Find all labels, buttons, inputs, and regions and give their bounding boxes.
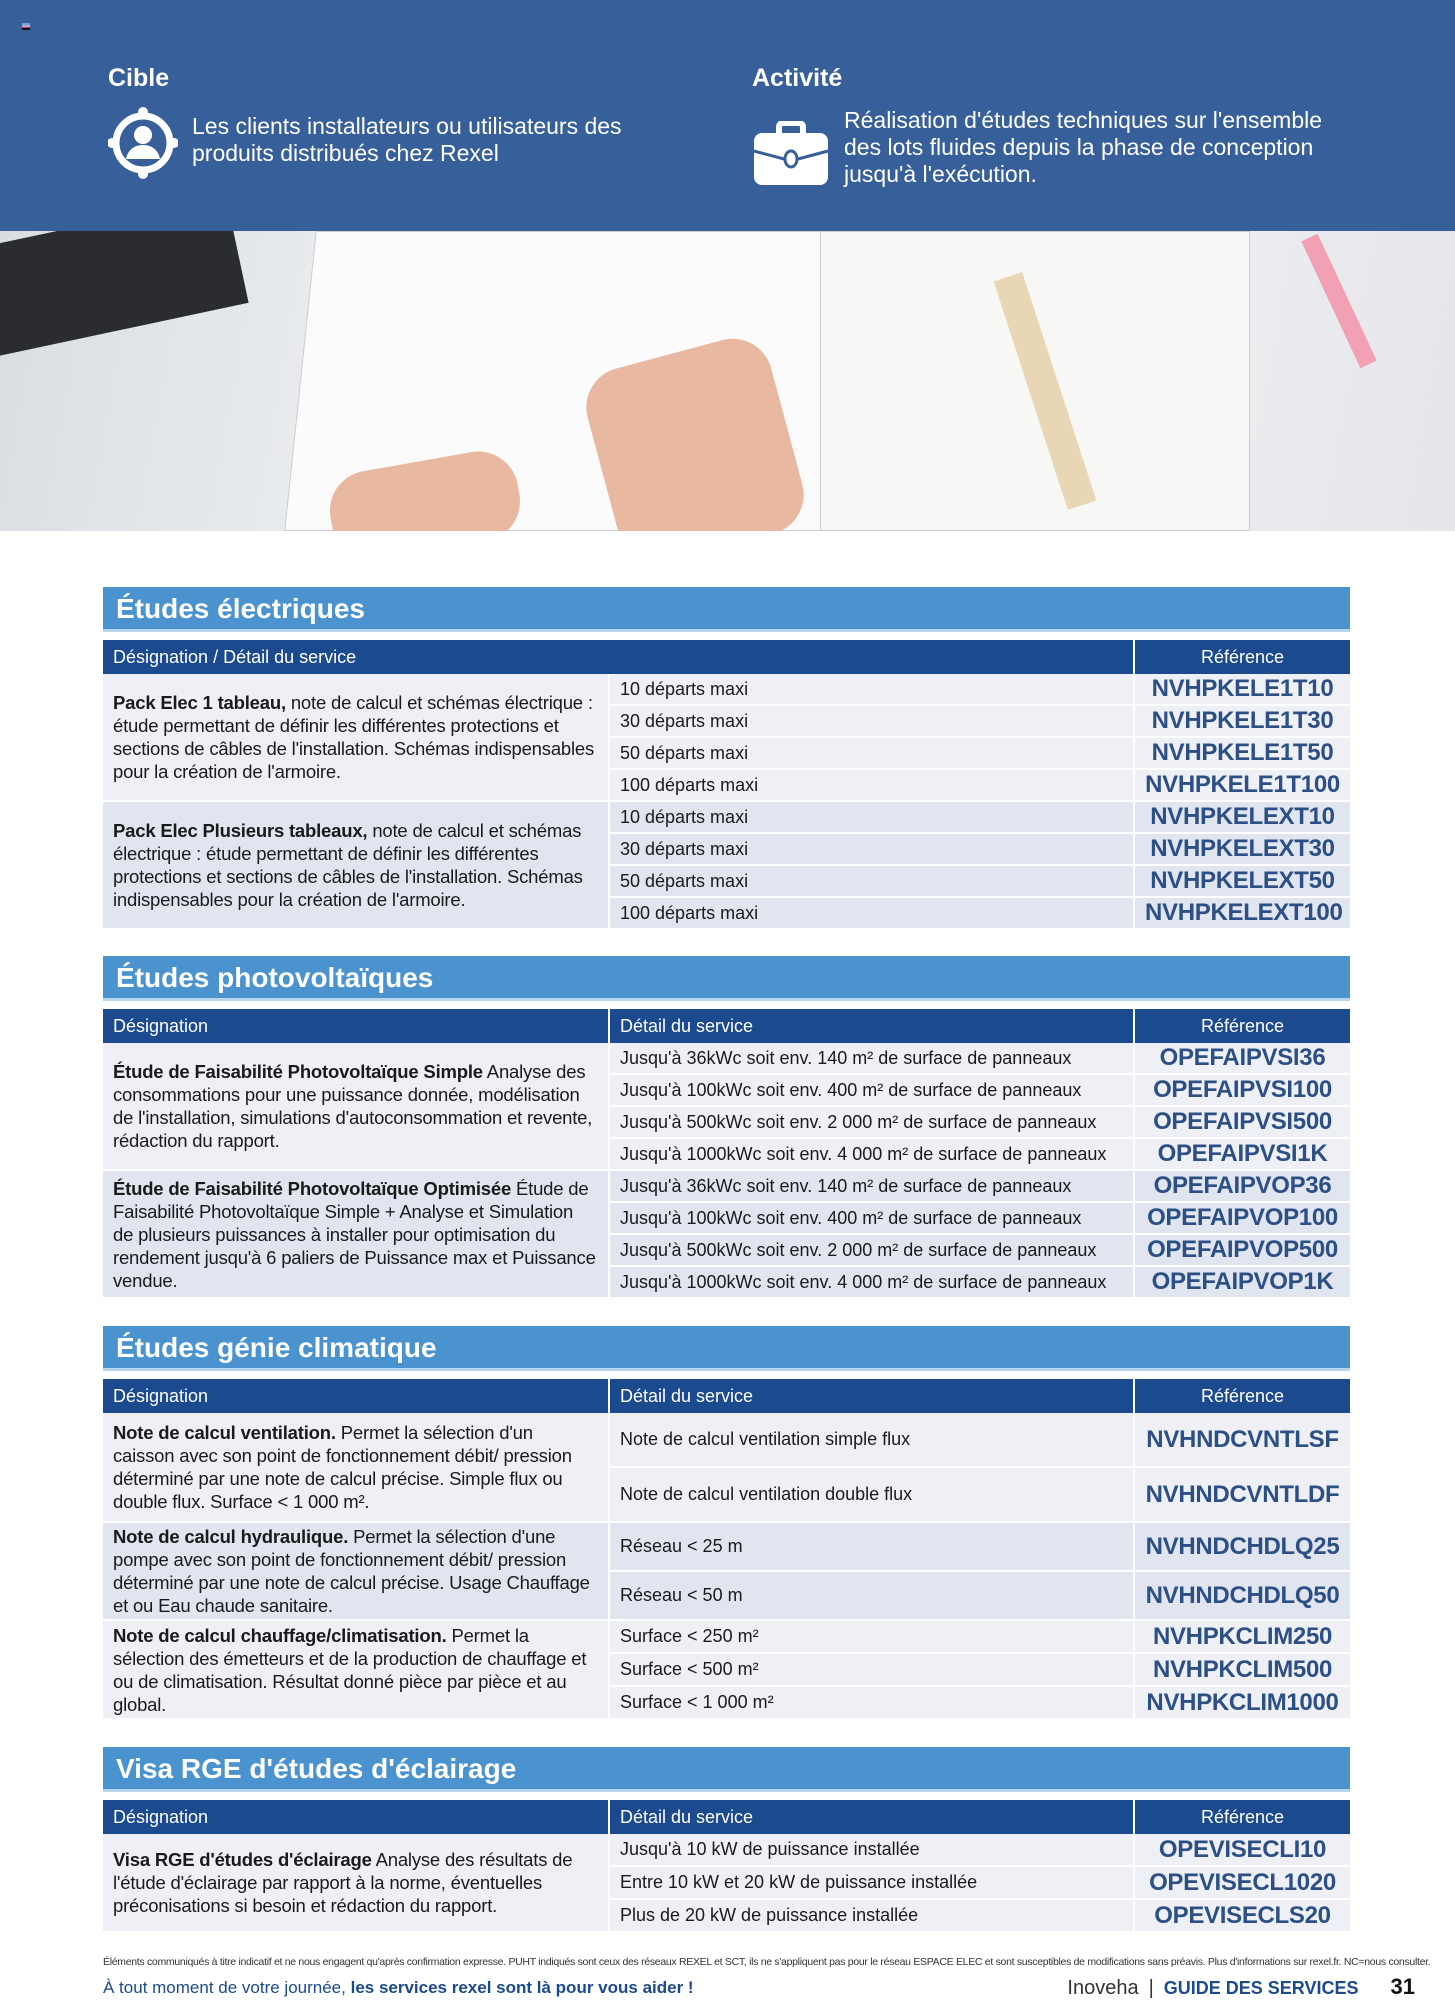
table-row — [103, 674, 1350, 706]
reference-cell: NVHPKCLIM250 — [1135, 1621, 1350, 1654]
reference-cell: OPEFAIPVOP1K — [1135, 1267, 1350, 1299]
designation-description: note de calcul et schémas électrique : étude permettant de définir les différentes protections et sections de câbles de l'installation. Schémas indispensables pour la création de l'armoire. — [113, 692, 595, 782]
table-header-row — [103, 640, 1350, 674]
reference-cell: OPEVISECLS20 — [1135, 1900, 1350, 1933]
designation-cell — [103, 1834, 610, 1933]
detail-cell: Jusqu'à 36kWc soit env. 140 m² de surface de panneaux — [610, 1043, 1135, 1075]
table-row — [103, 1523, 1350, 1572]
detail-cell: 50 départs maxi — [610, 866, 1135, 898]
detail-cell: Plus de 20 kW de puissance installée — [610, 1900, 1135, 1933]
column-header: Référence — [1135, 1800, 1350, 1834]
hero-photo-blueprints — [0, 231, 1455, 531]
detail-cell: Surface < 1 000 m² — [610, 1687, 1135, 1720]
detail-cell: Jusqu'à 36kWc soit env. 140 m² de surface de panneaux — [610, 1171, 1135, 1203]
detail-cell: 100 départs maxi — [610, 898, 1135, 930]
detail-cell: Jusqu'à 1000kWc soit env. 4 000 m² de surface de panneaux — [610, 1267, 1135, 1299]
section-3 — [103, 1747, 1350, 1933]
detail-cell: 10 départs maxi — [610, 674, 1135, 706]
cible-block — [108, 64, 642, 184]
column-header: Désignation — [103, 1379, 610, 1413]
designation-description: Permet la sélection des émetteurs et de la production de chauffage et ou de climatisation. Résultat donné pièce par pièce et au global. — [113, 1624, 587, 1715]
reference-cell: OPEFAIPVOP36 — [1135, 1171, 1350, 1203]
detail-cell: 10 départs maxi — [610, 802, 1135, 834]
reference-cell: NVHPKELE1T10 — [1135, 674, 1350, 706]
activite-text: Réalisation d'études techniques sur l'ensemble des lots fluides depuis la phase de conception jusqu'à l'exécution. — [844, 107, 1323, 187]
detail-cell: Jusqu'à 100kWc soit env. 400 m² de surface de panneaux — [610, 1075, 1135, 1107]
reference-cell: NVHPKELE1T100 — [1135, 770, 1350, 802]
header-band — [0, 0, 1455, 231]
reference-cell: NVHPKELEXT10 — [1135, 802, 1350, 834]
reference-cell: OPEFAIPVSI36 — [1135, 1043, 1350, 1075]
reference-cell: OPEFAIPVSI1K — [1135, 1139, 1350, 1171]
column-header: Détail du service — [610, 1379, 1135, 1413]
designation-title: Visa RGE d'études d'éclairage — [113, 1849, 372, 1870]
reference-cell: NVHPKCLIM1000 — [1135, 1687, 1350, 1720]
activite-title: Activité — [752, 64, 843, 92]
table-row — [103, 1171, 1350, 1203]
section-2 — [103, 1326, 1350, 1720]
detail-cell: Jusqu'à 1000kWc soit env. 4 000 m² de surface de panneaux — [610, 1139, 1135, 1171]
table-header-row — [103, 1009, 1350, 1043]
detail-cell: Jusqu'à 500kWc soit env. 2 000 m² de surface de panneaux — [610, 1107, 1135, 1139]
section-title: Études génie climatique — [103, 1326, 1350, 1371]
footer-tagline — [103, 1978, 694, 1998]
designation-title: Note de calcul hydraulique. — [113, 1526, 349, 1547]
table-row — [103, 802, 1350, 834]
detail-cell: Note de calcul ventilation double flux — [610, 1468, 1135, 1523]
section-title: Visa RGE d'études d'éclairage — [103, 1747, 1350, 1792]
reference-cell: OPEFAIPVSI500 — [1135, 1107, 1350, 1139]
reference-cell: OPEFAIPVOP500 — [1135, 1235, 1350, 1267]
detail-cell: 30 départs maxi — [610, 706, 1135, 738]
detail-cell: Jusqu'à 500kWc soit env. 2 000 m² de surface de panneaux — [610, 1235, 1135, 1267]
designation-cell — [103, 1621, 610, 1720]
detail-cell: 100 départs maxi — [610, 770, 1135, 802]
column-header: Détail du service — [610, 1009, 1135, 1043]
section-0 — [103, 587, 1350, 930]
designation-title: Note de calcul chauffage/climatisation. — [113, 1624, 447, 1646]
detail-cell: Surface < 250 m² — [610, 1621, 1135, 1654]
reference-cell: OPEFAIPVSI100 — [1135, 1075, 1350, 1107]
table-row — [103, 1621, 1350, 1654]
detail-cell: 30 départs maxi — [610, 834, 1135, 866]
detail-cell: Réseau < 25 m — [610, 1523, 1135, 1572]
reference-cell: NVHPKCLIM500 — [1135, 1654, 1350, 1687]
color-marker-icon — [22, 23, 30, 30]
tagline-text: À tout moment de votre journée, — [103, 1978, 351, 1997]
target-user-icon — [108, 107, 178, 184]
designation-title: Note de calcul ventilation. — [113, 1422, 336, 1443]
services-table — [103, 640, 1350, 930]
section-1 — [103, 956, 1350, 1299]
detail-cell: Réseau < 50 m — [610, 1572, 1135, 1621]
designation-cell — [103, 1413, 610, 1523]
designation-title: Pack Elec Plusieurs tableaux, — [113, 820, 368, 841]
briefcase-icon — [752, 121, 830, 192]
column-header: Désignation — [103, 1800, 610, 1834]
designation-description: Permet la sélection d'un caisson avec son point de fonctionnement débit/ pression déterminé par une note de calcul précise. Simple flux ou double flux. Surface < 1 000 m². — [113, 1422, 572, 1512]
reference-cell: NVHNDCHDLQ25 — [1135, 1523, 1350, 1572]
designation-title: Pack Elec 1 tableau, — [113, 692, 286, 713]
services-table — [103, 1800, 1350, 1933]
designation-cell — [103, 674, 610, 802]
column-header: Désignation — [103, 1009, 610, 1043]
section-title: Études photovoltaïques — [103, 956, 1350, 1001]
cible-title: Cible — [108, 64, 170, 92]
table-row — [103, 1413, 1350, 1468]
reference-cell: NVHPKELE1T50 — [1135, 738, 1350, 770]
table-row — [103, 1043, 1350, 1075]
designation-cell — [103, 1523, 610, 1621]
designation-cell — [103, 1171, 610, 1299]
detail-cell: 50 départs maxi — [610, 738, 1135, 770]
page-number: 31 — [1390, 1974, 1415, 1999]
column-header: Référence — [1135, 1009, 1350, 1043]
designation-description: Analyse des résultats de l'étude d'éclairage par rapport à la norme, éventuelles préconisations si besoin et rédaction du rapport. — [113, 1849, 573, 1916]
reference-cell: NVHPKELEXT30 — [1135, 834, 1350, 866]
designation-description: Étude de Faisabilité Photovoltaïque Simple + Analyse et Simulation de plusieurs puissances à installer pour optimisation du rendement jusqu'à 6 paliers de Puissance max et Puissance vendue. — [113, 1177, 596, 1291]
reference-cell: NVHPKELE1T30 — [1135, 706, 1350, 738]
detail-cell: Surface < 500 m² — [610, 1654, 1135, 1687]
section-title: Études électriques — [103, 587, 1350, 632]
keyboard-image — [0, 231, 249, 357]
designation-description: Analyse des consommations pour une puissance donnée, modélisation de l'installation, simulations d'autoconsommation et revente, rédaction du rapport. — [113, 1061, 593, 1151]
designation-title: Étude de Faisabilité Photovoltaïque Simple — [113, 1061, 483, 1082]
reference-cell: NVHNDCVNTLSF — [1135, 1413, 1350, 1468]
services-table — [103, 1009, 1350, 1299]
reference-cell: NVHPKELEXT100 — [1135, 898, 1350, 930]
detail-cell: Note de calcul ventilation simple flux — [610, 1413, 1135, 1468]
reference-cell: NVHNDCVNTLDF — [1135, 1468, 1350, 1523]
brand-name: Inoveha — [1067, 1977, 1139, 1999]
disclaimer-note: Éléments communiqués à titre indicatif et ne nous engagent qu'après confirmation expresse. PUHT indiqués sont ceux des réseaux REXEL et SCT, ils ne s'appliquent pas pour le réseau ESPACE ELEC et sont susceptibles de modifications sans préavis. Plus d'informations sur rexel.fr. NC=nous consulter. — [103, 1956, 1431, 1968]
reference-cell: NVHPKELEXT50 — [1135, 866, 1350, 898]
column-header: Détail du service — [610, 1800, 1135, 1834]
table-header-row — [103, 1379, 1350, 1413]
reference-cell: OPEVISECLI10 — [1135, 1834, 1350, 1867]
table-header-row — [103, 1800, 1350, 1834]
column-header: Référence — [1135, 1379, 1350, 1413]
guide-title: GUIDE DES SERVICES — [1163, 1978, 1359, 1998]
designation-cell — [103, 802, 610, 930]
footer-brand — [1067, 1974, 1415, 2000]
reference-cell: NVHNDCHDLQ50 — [1135, 1572, 1350, 1621]
column-header-reference: Référence — [1135, 640, 1350, 674]
brand-separator: | — [1148, 1977, 1154, 1999]
column-header: Désignation / Détail du service — [103, 640, 1135, 674]
table-row — [103, 1834, 1350, 1867]
pencil-image — [1301, 234, 1376, 368]
detail-cell: Jusqu'à 10 kW de puissance installée — [610, 1834, 1135, 1867]
designation-title: Étude de Faisabilité Photovoltaïque Optimisée — [113, 1177, 512, 1199]
cible-text: Les clients installateurs ou utilisateurs des produits distribués chez Rexel — [192, 113, 622, 166]
tagline-bold: les services rexel sont là pour vous aider ! — [350, 1978, 694, 1997]
reference-cell: OPEFAIPVOP100 — [1135, 1203, 1350, 1235]
detail-cell: Entre 10 kW et 20 kW de puissance installée — [610, 1867, 1135, 1900]
services-table — [103, 1379, 1350, 1720]
designation-description: Permet la sélection d'une pompe avec son point de fonctionnement débit/ pression déterminé par une note de calcul précise. Usage Chauffage et ou Eau chaude sanitaire. — [113, 1526, 590, 1616]
activite-block — [752, 64, 1364, 192]
designation-cell — [103, 1043, 610, 1171]
reference-cell: OPEVISECL1020 — [1135, 1867, 1350, 1900]
designation-description: note de calcul et schémas électrique : étude permettant de définir les différentes protections et sections de câbles de l'installation. Schémas indispensables pour la création de l'armoire. — [113, 820, 583, 910]
detail-cell: Jusqu'à 100kWc soit env. 400 m² de surface de panneaux — [610, 1203, 1135, 1235]
